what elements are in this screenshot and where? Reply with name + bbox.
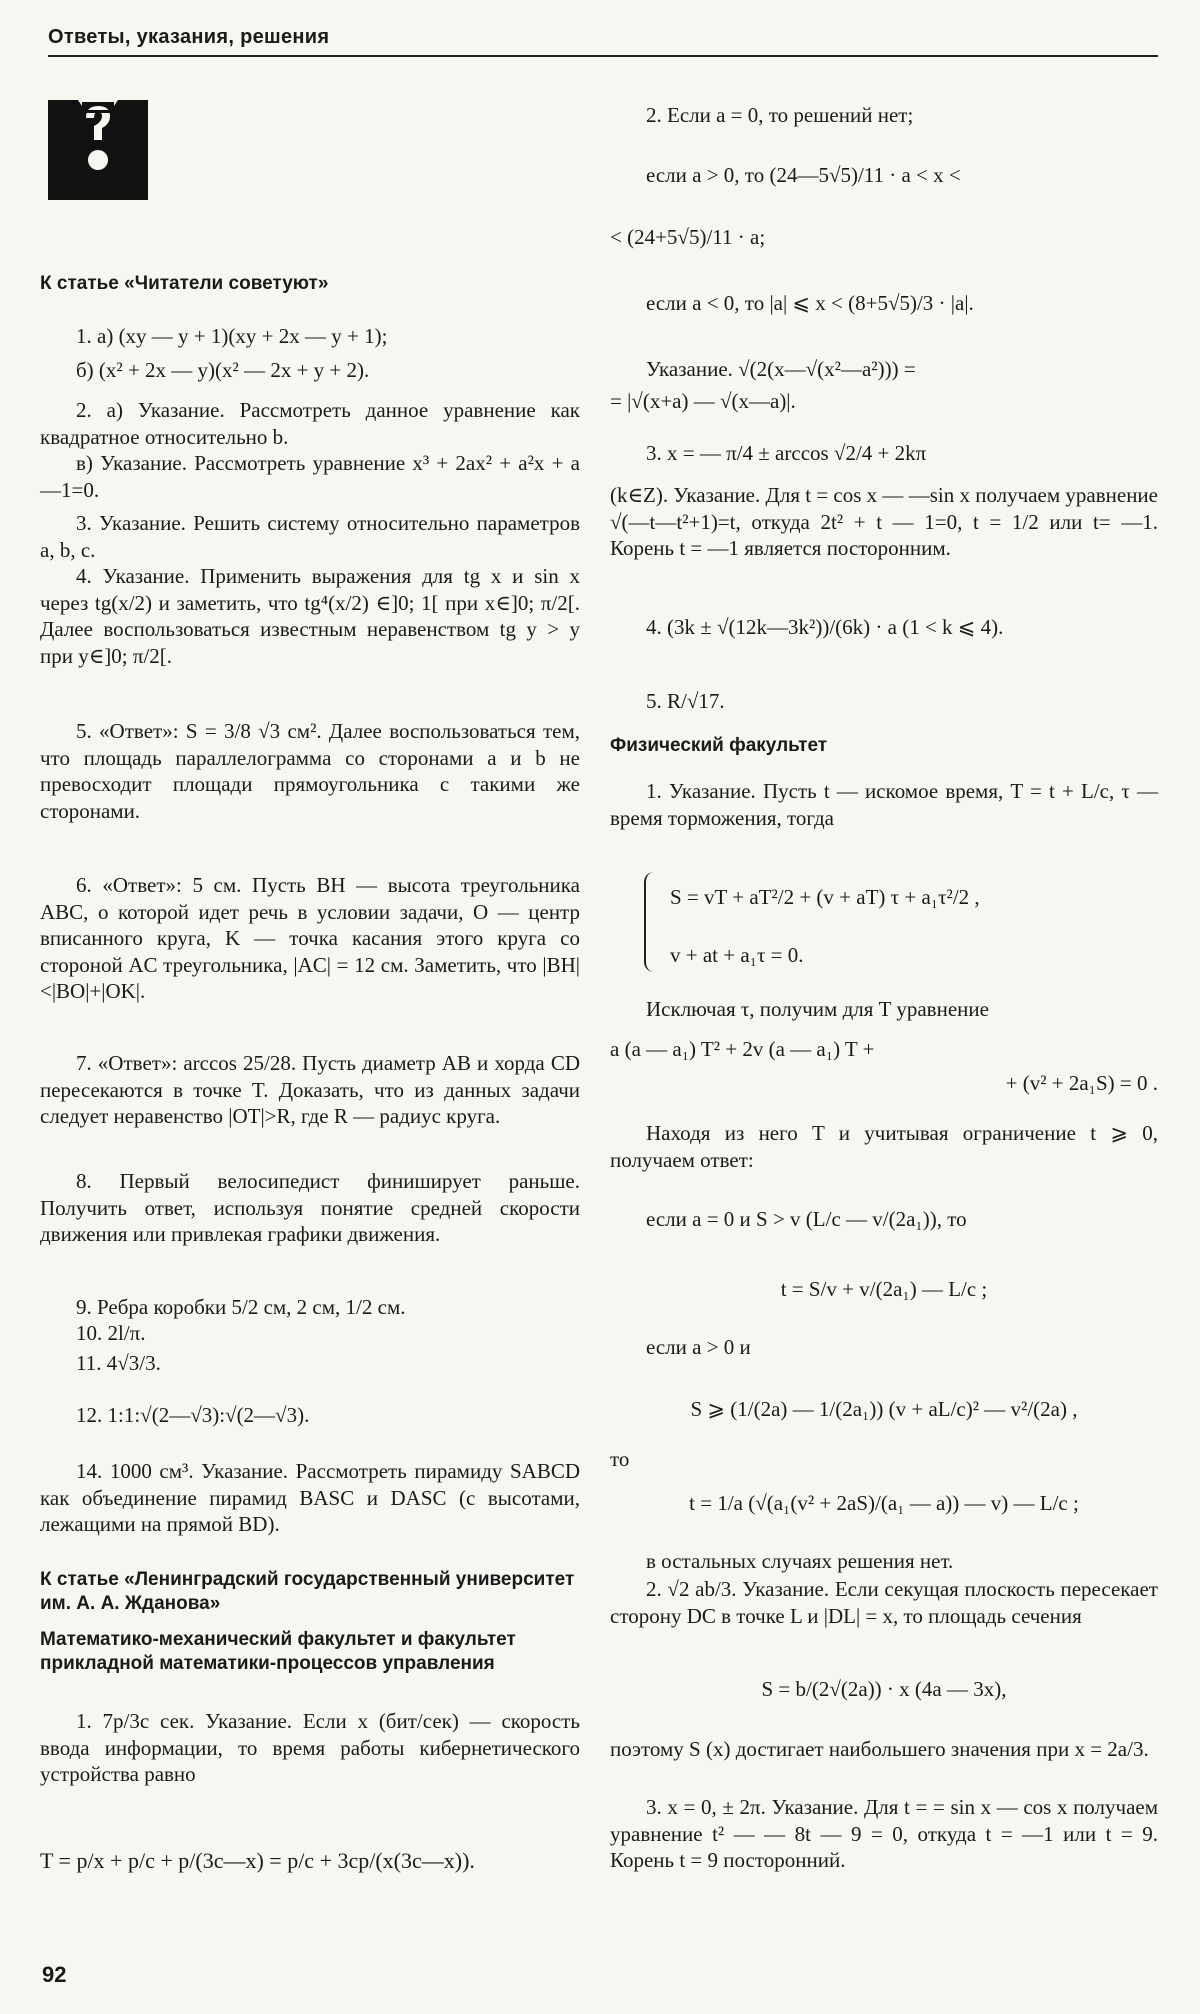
running-header bbox=[48, 26, 1158, 57]
answer-f1d: если a = 0 и S > v (L/c — v/(2a₁)), то bbox=[646, 1207, 967, 1231]
formula-T: T = p/x + p/c + p/(3c—x) = p/c + 3cp/(x(3c—x)). bbox=[40, 1848, 475, 1873]
answer-14: 14. 1000 см³. Указание. Рассмотреть пирамиду SABCD как объединение пирамид BASC и DASC (с высотами, лежащими на прямой BD). bbox=[40, 1459, 580, 1536]
answer-mm-1: 1. 7p/3c сек. Указание. Если x (бит/сек) — скорость ввода информации, то время работы кибернетического устройства равно bbox=[40, 1709, 580, 1786]
answer-f1b: Исключая τ, получим для T уравнение bbox=[646, 997, 989, 1021]
answer-8: 8. Первый велосипедист финиширует раньше. Получить ответ, используя понятие средней скорости движения или привлекая графики движения. bbox=[40, 1169, 580, 1246]
section-title-physics: Физический факультет bbox=[610, 735, 828, 756]
answer-f1a: 1. Указание. Пусть t — искомое время, T = t + L/c, τ — время торможения, тогда bbox=[610, 779, 1158, 830]
equation-T-1: a (a — a₁) T² + 2v (a — a₁) T + bbox=[610, 1037, 875, 1061]
answer-12: 12. 1:1:√(2—√3):√(2—√3). bbox=[76, 1403, 310, 1427]
answer-2a: 2. а) Указание. Рассмотреть данное уравнение как квадратное относительно b. bbox=[40, 398, 580, 449]
answer-1a: 1. а) (xy — y + 1)(xy + 2x — y + 1); bbox=[76, 324, 388, 348]
question-mark-logo-icon bbox=[48, 100, 148, 200]
answer-7: 7. «Ответ»: arccos 25/28. Пусть диаметр AB и хорда CD пересекаются в точке T. Доказать, что из данных задачи следует неравенство |OT|>R, где R — радиус круга. bbox=[40, 1051, 580, 1128]
equation-T-2: + (v² + 2a₁S) = 0 . bbox=[1005, 1071, 1158, 1095]
answer-6: 6. «Ответ»: 5 см. Пусть BH — высота треугольника ABC, о которой идет речь в условии задачи, O — центр вписанного круга, K — точка касания этого круга со стороной AC треугольника, |AC| = 12 см. Заметить, что |BH|<|BO|+|OK|. bbox=[40, 873, 580, 1003]
answer-3: 3. Указание. Решить систему относительно параметров a, b, c. bbox=[40, 511, 580, 562]
formula-S-condition: S ⩾ (1/(2a) — 1/(2a₁)) (v + aL/c)² — v²/(2a) , bbox=[690, 1397, 1078, 1421]
answer-f2a: 2. √2 ab/3. Указание. Если секущая плоскость пересекает сторону DC в точке L и |DL| = x, то площадь сечения bbox=[610, 1577, 1158, 1628]
answer-10: 10. 2l/π. bbox=[76, 1321, 146, 1345]
answer-1b: б) (x² + 2x — y)(x² — 2x + y + 2). bbox=[76, 358, 370, 382]
section-title-readers: К статье «Читатели советуют» bbox=[40, 273, 329, 294]
answer-11: 11. 4√3/3. bbox=[76, 1351, 161, 1375]
answer-9: 9. Ребра коробки 5/2 см, 2 см, 1/2 см. bbox=[76, 1295, 406, 1319]
section-title-lgu: К статье «Ленинградский государственный университет им. А. А. Жданова» bbox=[40, 1569, 575, 1614]
answer-f1f: если a > 0 и bbox=[646, 1335, 751, 1359]
formula-t-1: t = S/v + v/(2a₁) — L/c ; bbox=[780, 1277, 988, 1301]
system-eq-1: S = vT + aT²/2 + (v + aT) τ + a₁τ²/2 , bbox=[670, 885, 980, 909]
answer-5: 5. «Ответ»: S = 3/8 √3 см². Далее воспользоваться тем, что площадь параллелограмма со сторонами a и b не превосходит площади прямоугольника с такими же сторонами. bbox=[40, 719, 580, 823]
answer-r2d: если a < 0, то |a| ⩽ x < (8+5√5)/3 · |a|. bbox=[646, 291, 974, 315]
answer-r3a: 3. x = — π/4 ± arccos √2/4 + 2kπ bbox=[646, 441, 927, 465]
page-number: 92 bbox=[42, 1962, 67, 1987]
answer-r5: 5. R/√17. bbox=[646, 689, 725, 713]
formula-S-section: S = b/(2√(2a)) · x (4a — 3x), bbox=[761, 1677, 1007, 1701]
answer-2b: в) Указание. Рассмотреть уравнение x³ + 2ax² + a²x + a—1=0. bbox=[40, 451, 580, 502]
answer-f1c: Находя из него T и учитывая ограничение t ⩾ 0, получаем ответ: bbox=[610, 1121, 1158, 1172]
answer-r2a: 2. Если a = 0, то решений нет; bbox=[646, 103, 914, 127]
formula-t-2: t = 1/a (√(a₁(v² + 2aS)/(a₁ — a)) — v) — L/c ; bbox=[689, 1491, 1079, 1515]
section-title-mathmech: Математико-механический факультет и факультет прикладной математики-процессов управления bbox=[40, 1629, 516, 1674]
answer-r2f: = |√(x+a) — √(x—a)|. bbox=[610, 389, 796, 413]
answer-f3: 3. x = 0, ± 2π. Указание. Для t = = sin x — cos x получаем уравнение t² — — 8t — 9 = 0, откуда t = —1 или t = 9. Корень t = 9 посторонний. bbox=[610, 1795, 1158, 1872]
system-eq-2: v + at + a₁τ = 0. bbox=[670, 943, 804, 967]
answer-r3b: (k∈Z). Указание. Для t = cos x — —sin x получаем уравнение √(—t—t²+1)=t, откуда 2t² + t — 1=0, t = 1/2 или t= —1. Корень t = —1 является посторонним. bbox=[610, 483, 1158, 560]
header-title: Ответы, указания, решения bbox=[48, 26, 330, 48]
answer-r4: 4. (3k ± √(12k—3k²))/(6k) · a (1 < k ⩽ 4). bbox=[646, 615, 1004, 639]
answer-f2b: поэтому S (x) достигает наибольшего значения при x = 2a/3. bbox=[610, 1737, 1149, 1761]
system-brace bbox=[644, 872, 662, 972]
answer-r2c: < (24+5√5)/11 · a; bbox=[610, 225, 766, 249]
answer-4: 4. Указание. Применить выражения для tg x и sin x через tg(x/2) и заметить, что tg⁴(x/2) ∈]0; 1[ при x∈]0; π/2[. Далее воспользоваться известным неравенством tg y > y при y∈]0; π/2[. bbox=[40, 564, 580, 668]
answer-r2b: если a > 0, то (24—5√5)/11 · a < x < bbox=[646, 163, 961, 187]
answer-f1j: в остальных случаях решения нет. bbox=[646, 1549, 954, 1573]
answer-r2e: Указание. √(2(x—√(x²—a²))) = bbox=[646, 357, 916, 381]
answer-f1h: то bbox=[610, 1447, 630, 1471]
